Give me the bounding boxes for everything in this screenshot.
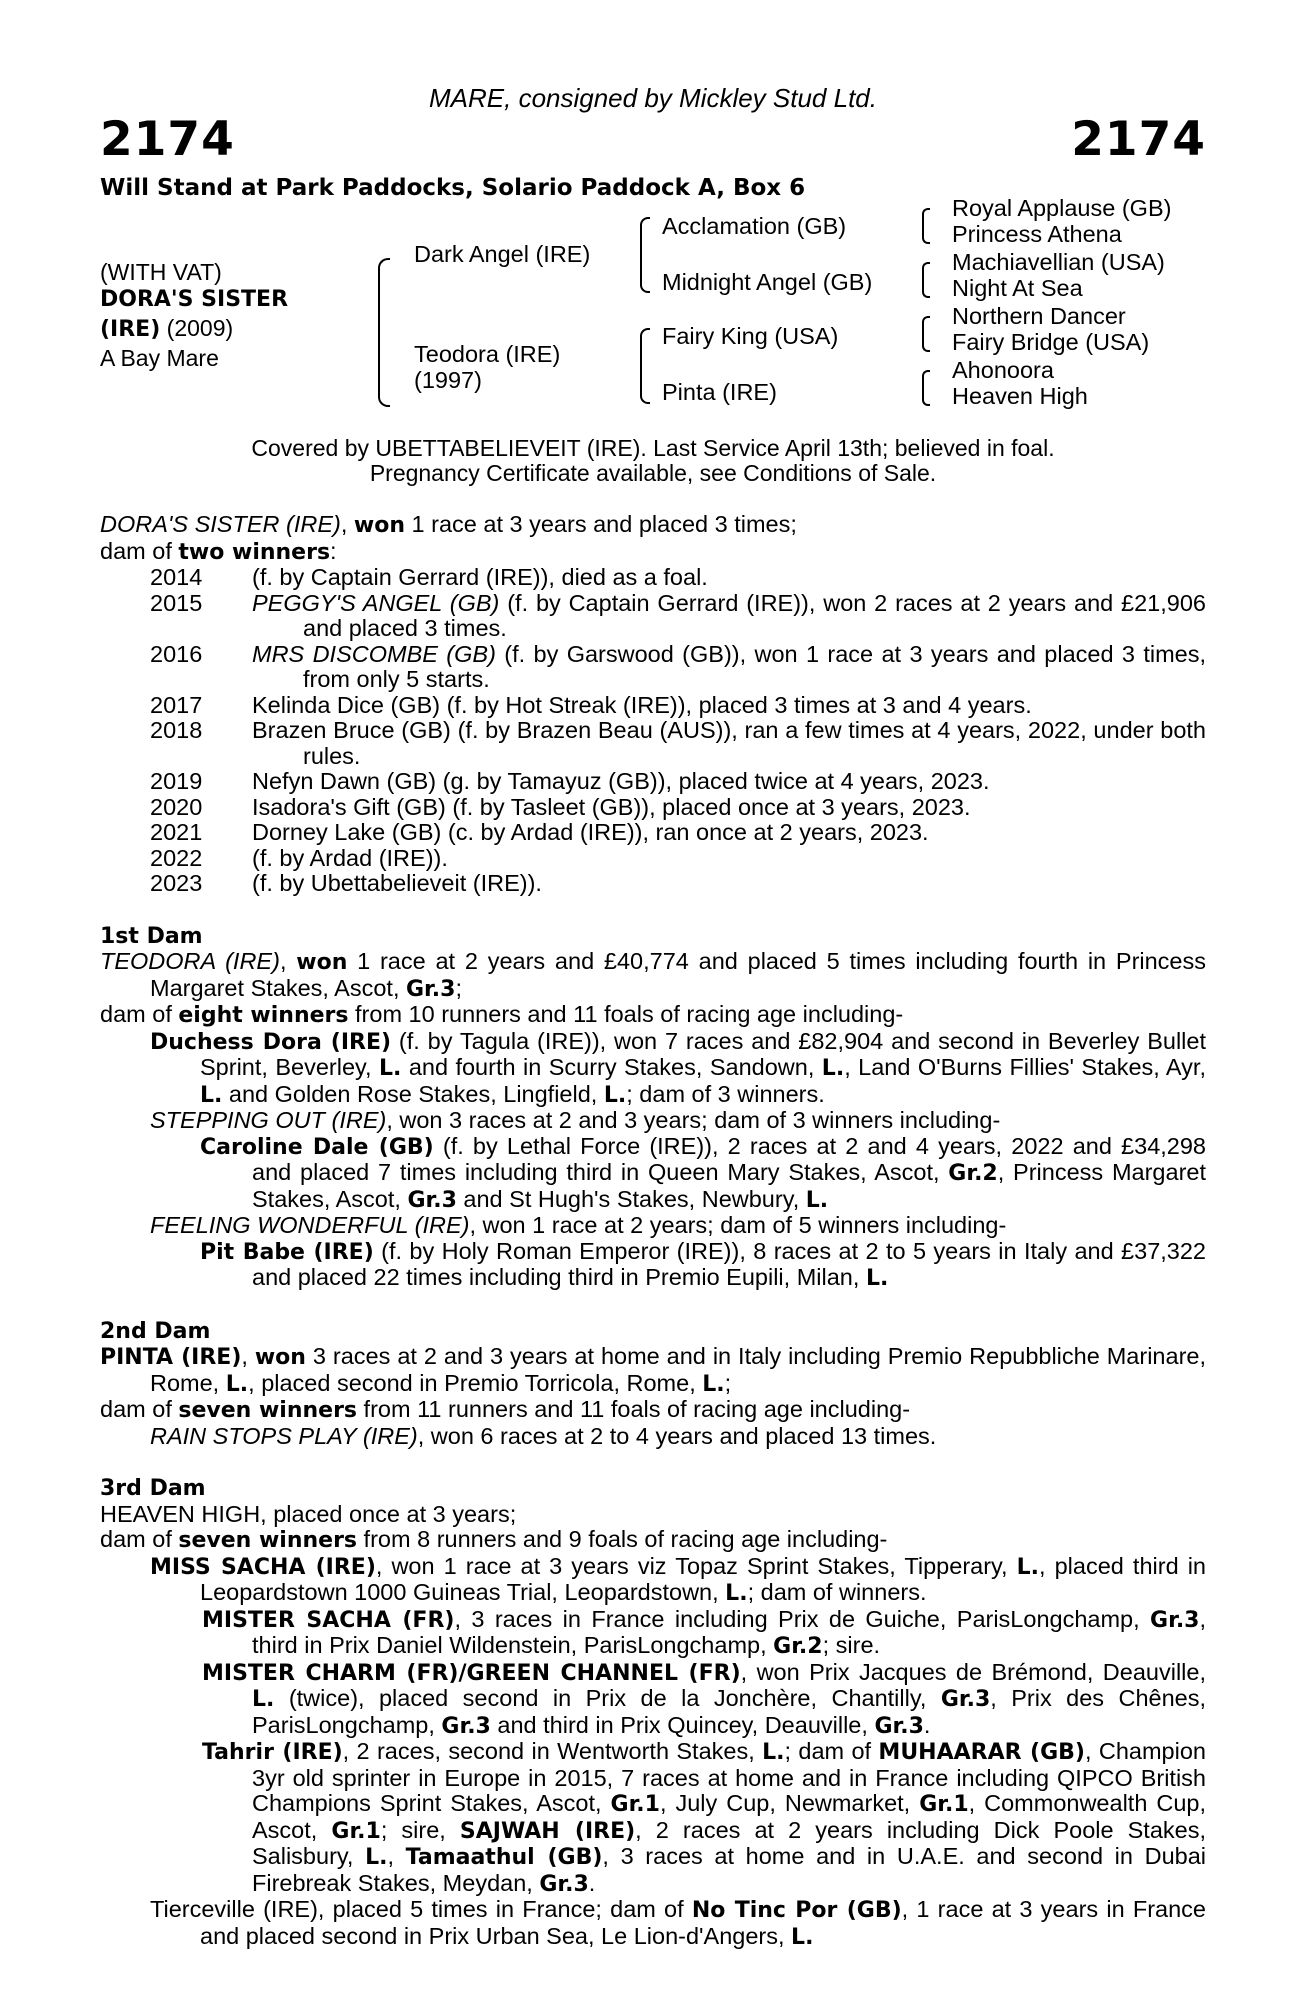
- brace-gen4-4: [922, 370, 930, 406]
- listed-badge: L.: [865, 1266, 889, 1291]
- produce-intro: DORA'S SISTER (IRE), won 1 race at 3 years and placed 3 times;: [100, 511, 797, 538]
- produce-mister-charm: MISTER CHARM (FR)/GREEN CHANNEL (FR), won Prix Jacques de Brémond, Deauville, L. (twice), placed second in Prix de la Jonchère, Chantilly, Gr.3, Prix des Chênes, ParisLongchamp, Gr.3 and third in Prix Quincey, Deauville, Gr.3.: [202, 1658, 1206, 1739]
- record-text: ; sire,: [380, 1816, 460, 1843]
- pedigree-gen4-5: Northern Dancer: [952, 303, 1126, 329]
- group-badge: Gr.3: [539, 1871, 589, 1897]
- produce-entry: [252, 565, 1206, 591]
- dam-of-colon: :: [330, 537, 337, 564]
- pedigree-gen4-7: Ahonoora: [952, 357, 1054, 383]
- produce-entry: [252, 871, 1206, 897]
- record-text: , won 3 races at 2 and 3 years; dam of 3 winners including-: [386, 1107, 1001, 1133]
- produce-damof: [100, 539, 1206, 566]
- record-text: and Golden Rose Stakes, Lingfield,: [222, 1080, 604, 1107]
- produce-year-row: [100, 871, 1206, 897]
- brace-gen4-2: [922, 262, 930, 298]
- produce-name: MISTER CHARM (FR)/GREEN CHANNEL (FR): [202, 1660, 741, 1686]
- third-dam-section: [100, 1476, 1206, 1950]
- first-dam-heading: 1st Dam: [100, 923, 203, 949]
- record-text: , Commonwealth Cup, Ascot,: [252, 1790, 1206, 1843]
- produce-text: Nefyn Dawn (GB) (g. by Tamayuz (GB)), placed twice at 4 years, 2023.: [252, 768, 990, 794]
- produce-name: MUHAARAR (GB): [878, 1740, 1085, 1765]
- listed-badge: L.: [762, 1740, 785, 1765]
- record-text: ; sire.: [822, 1632, 881, 1658]
- pedigree-gen4-3: Machiavellian (USA): [952, 249, 1165, 275]
- record-text: , 2 races, second in Wentworth Stakes,: [342, 1738, 763, 1764]
- pedigree-gen3-3: Fairy King (USA): [662, 323, 839, 349]
- listed-badge: L.: [603, 1082, 627, 1108]
- produce-name: MISS SACHA (IRE): [150, 1554, 376, 1580]
- produce-mister-sacha: [100, 1607, 1206, 1660]
- produce-text: Brazen Bruce (GB) (f. by Brazen Beau (AUS)), ran a few times at 4 years, 2022, under both rules.: [252, 717, 1206, 769]
- record-text: (f. by Lethal Force (IRE)), 2 races at 2 and 4 years, 2022 and £34,298 and placed 7 times including third in Queen Mary Stakes, Ascot,: [252, 1132, 1207, 1185]
- won-label: won: [296, 950, 348, 975]
- group-badge: Gr.3: [407, 1187, 457, 1213]
- group-badge: Gr.1: [919, 1792, 969, 1817]
- group-badge: Gr.1: [610, 1792, 660, 1817]
- produce-name: No Tinc Por (GB): [691, 1898, 902, 1923]
- pedigree-gen3-2: Midnight Angel (GB): [662, 269, 873, 295]
- catalogue-body: [100, 512, 1206, 1950]
- produce-year-row: [100, 820, 1206, 846]
- produce-entry: [252, 642, 1206, 693]
- second-dam-heading: 2nd Dam: [100, 1318, 211, 1344]
- record-text: , Princess Margaret Stakes, Ascot,: [252, 1159, 1206, 1212]
- first-dam-section: [100, 924, 1206, 1292]
- record-text: (f. by Holy Roman Emperor (IRE)), 8 races at 2 to 5 years in Italy and £37,322 and placed 22 times including third in Premio Eupili, Milan,: [252, 1237, 1206, 1290]
- produce-entry: [252, 846, 1206, 872]
- record-text: , won 1 race at 2 years; dam of 5 winners including-: [469, 1212, 1007, 1238]
- horse-country: (IRE): [100, 317, 161, 342]
- dam-of-label: dam of: [100, 1001, 179, 1027]
- dam-of-label: dam of: [100, 1526, 179, 1552]
- produce-text: (f. by Captain Gerrard (IRE)), died as a foal.: [252, 564, 708, 590]
- produce-name: Caroline Dale (GB): [200, 1134, 434, 1160]
- produce-year-row: [100, 718, 1206, 769]
- listed-badge: L.: [805, 1187, 829, 1213]
- lot-number-right: 2174: [1071, 112, 1206, 167]
- listed-badge: L.: [1016, 1554, 1040, 1580]
- produce-entry: [252, 795, 1206, 821]
- record-text: from 10 runners and 11 foals of racing age including-: [348, 1001, 904, 1027]
- produce-year-row: [100, 795, 1206, 821]
- produce-miss-sacha: [100, 1554, 1206, 1607]
- record-text: ; dam of 3 winners.: [626, 1080, 825, 1107]
- produce-year: 2017: [150, 691, 203, 718]
- winners-count: seven winners: [178, 1398, 358, 1423]
- record-text: , placed second in Premio Torricola, Rome,: [248, 1369, 703, 1396]
- horse-identity: [100, 258, 288, 372]
- pedigree-gen4-8: Heaven High: [952, 383, 1088, 409]
- group-badge: Gr.3: [874, 1713, 924, 1739]
- produce-name: PEGGY'S ANGEL (GB): [252, 589, 500, 616]
- record-text: , 2 races at 2 years including Dick Poole Stakes, Salisbury,: [252, 1816, 1207, 1869]
- first-dam-damof: [100, 1002, 1206, 1029]
- produce-year-row: [100, 565, 1206, 591]
- produce-year: 2019: [150, 768, 203, 794]
- produce-entry: [252, 693, 1206, 719]
- horse-name-line2: [100, 314, 288, 344]
- pedigree-gen4-6: Fairy Bridge (USA): [952, 329, 1150, 355]
- produce-text: (f. by Ardad (IRE)).: [252, 844, 448, 871]
- produce-year: 2021: [150, 819, 203, 845]
- horse-year: (2009): [160, 315, 234, 341]
- produce-entry: [252, 718, 1206, 769]
- listed-badge: L.: [379, 1056, 402, 1081]
- produce-text: (f. by Captain Gerrard (IRE)), won 2 races at 2 years and £21,906 and placed 3 times.: [303, 589, 1206, 641]
- horse-description: A Bay Mare: [100, 345, 219, 371]
- third-dam-damof: [100, 1527, 1206, 1554]
- listed-badge: L.: [365, 1845, 388, 1870]
- first-dam-record: TEODORA (IRE), won 1 race at 2 years and £40,774 and placed 5 times including fourth in Princess Margaret Stakes, Ascot, Gr.3;: [100, 948, 1207, 1002]
- third-dam-record: HEAVEN HIGH, placed once at 3 years;: [100, 1500, 517, 1527]
- consignor-line: MARE, consigned by Mickley Stud Ltd.: [429, 83, 877, 113]
- listed-badge: L.: [200, 1082, 223, 1108]
- record-text: ; dam of winners.: [747, 1579, 927, 1605]
- produce-feeling-wonderful: [100, 1213, 1206, 1239]
- listed-badge: L.: [725, 1581, 748, 1606]
- brace-gen4-1: [922, 208, 930, 244]
- pedigree-table: [100, 195, 1206, 425]
- produce-name: Tahrir (IRE): [202, 1740, 343, 1765]
- record-text: , 1 race at 3 years in France and placed second in Prix Urban Sea, Le Lion-d'Angers,: [200, 1896, 1206, 1949]
- covered-line-2: Pregnancy Certificate available, see Conditions of Sale.: [369, 460, 937, 486]
- vat-note: (WITH VAT): [100, 259, 222, 285]
- pedigree-gen4-4: Night At Sea: [952, 275, 1083, 301]
- produce-duchess-dora: [100, 1029, 1206, 1109]
- record-text: , Prix des Chênes, ParisLongchamp,: [252, 1685, 1206, 1738]
- record-text: , Champion 3yr old sprinter in Europe in 2015, 7 races at home and in France including QIPCO British Champions Sprint Stakes, Ascot,: [252, 1738, 1206, 1816]
- group-badge: Gr.2: [948, 1161, 998, 1186]
- winners-count: two winners: [178, 539, 331, 565]
- produce-year-row: [100, 769, 1206, 795]
- record-text: , 3 races in France including Prix de Guiche, ParisLongchamp,: [454, 1605, 1151, 1632]
- produce-text: Kelinda Dice (GB) (f. by Hot Streak (IRE)), placed 3 times at 3 and 4 years.: [252, 691, 1032, 718]
- produce-name: RAIN STOPS PLAY (IRE): [150, 1422, 418, 1449]
- produce-pit-babe: [100, 1239, 1206, 1292]
- produce-text: (f. by Ubettabelieveit (IRE)).: [252, 870, 542, 896]
- covered-note: [100, 436, 1206, 486]
- produce-year-row: [100, 642, 1206, 693]
- record-text: , placed third in Leopardstown 1000 Guineas Trial, Leopardstown,: [200, 1552, 1206, 1605]
- winners-count: seven winners: [178, 1528, 358, 1553]
- pedigree-gen4-2: Princess Athena: [952, 221, 1122, 247]
- produce-year: 2020: [150, 793, 203, 820]
- group-badge: Gr.3: [406, 976, 456, 1002]
- record-text: , won 1 race at 3 years viz Topaz Sprint Stakes, Tipperary,: [375, 1552, 1017, 1579]
- produce-name: Tamaathul (GB): [405, 1845, 603, 1870]
- first-dam-name: TEODORA (IRE): [100, 948, 280, 974]
- record-text: ; dam of: [784, 1738, 879, 1764]
- record-text: 1 race at 2 years and £40,774 and placed 5 times including fourth in Princess Margaret Stakes, Ascot,: [150, 948, 1207, 1001]
- winners-count: eight winners: [178, 1003, 349, 1028]
- group-badge: Gr.1: [331, 1818, 381, 1844]
- horse-name: DORA'S SISTER: [100, 287, 289, 312]
- produce-year: 2014: [150, 564, 203, 590]
- covered-line-1: Covered by UBETTABELIEVEIT (IRE). Last Service April 13th; believed in foal.: [251, 435, 1055, 461]
- produce-rain-stops-play: [100, 1424, 1206, 1450]
- brace-gen2: [378, 258, 390, 407]
- produce-name: MRS DISCOMBE (GB): [252, 640, 496, 667]
- group-badge: Gr.2: [773, 1634, 823, 1659]
- produce-year-row: [100, 693, 1206, 719]
- brace-gen3-dam: [640, 328, 650, 404]
- produce-name: STEPPING OUT (IRE): [150, 1107, 387, 1133]
- dam-of-label: dam of: [100, 1396, 179, 1422]
- produce-name: Duchess Dora (IRE): [150, 1029, 392, 1055]
- produce-year: 2023: [150, 870, 203, 896]
- record-text: , July Cup, Newmarket,: [659, 1790, 920, 1816]
- second-dam-damof: [100, 1397, 1206, 1424]
- third-dam-heading: 3rd Dam: [100, 1476, 206, 1501]
- produce-year: 2018: [150, 717, 203, 743]
- listed-badge: L.: [252, 1687, 275, 1712]
- record-text: and fourth in Scurry Stakes, Sandown,: [401, 1054, 822, 1080]
- brace-gen4-3: [922, 316, 930, 352]
- produce-caroline-dale: [100, 1134, 1206, 1214]
- second-dam-record: PINTA (IRE), won 3 races at 2 and 3 years at home and in Italy including Premio Repubbliche Marinare, Rome, L., placed second in Premio Torricola, Rome, L.;: [100, 1343, 1206, 1397]
- produce-year: 2016: [150, 640, 203, 667]
- produce-text: (f. by Garswood (GB)), won 1 race at 3 years and placed 3 times, from only 5 starts.: [303, 640, 1206, 692]
- produce-tierceville: [100, 1897, 1206, 1950]
- produce-year-list: [100, 565, 1206, 897]
- group-badge: Gr.3: [441, 1713, 491, 1739]
- lot-number-left: 2174: [100, 112, 235, 167]
- produce-year: 2015: [150, 589, 203, 616]
- produce-year-row: [100, 846, 1206, 872]
- record-text: and St Hugh's Stakes, Newbury,: [456, 1185, 806, 1212]
- record-text: , third in Prix Daniel Wildenstein, ParisLongchamp,: [252, 1605, 1207, 1658]
- produce-year-row: [100, 591, 1206, 642]
- produce-name: MISTER SACHA (FR): [202, 1607, 455, 1633]
- listed-badge: L.: [821, 1056, 845, 1081]
- produce-name: SAJWAH (IRE): [459, 1818, 636, 1844]
- produce-name: FEELING WONDERFUL (IRE): [150, 1212, 470, 1238]
- produce-record: [100, 512, 1206, 897]
- record-text: from 8 runners and 9 foals of racing age including-: [357, 1526, 888, 1552]
- record-text: ,: [387, 1843, 406, 1869]
- record-text: , won 6 races at 2 to 4 years and placed 13 times.: [417, 1422, 937, 1449]
- pedigree-sire: Dark Angel (IRE): [414, 241, 591, 267]
- pedigree-gen3-1: Acclamation (GB): [662, 213, 847, 239]
- record-text: ;: [455, 974, 462, 1001]
- dam-of-label: dam of: [100, 537, 179, 564]
- produce-name: Pit Babe (IRE): [200, 1239, 374, 1265]
- produce-text: Dorney Lake (GB) (c. by Ardad (IRE)), ran once at 2 years, 2023.: [252, 819, 929, 845]
- produce-entry: [252, 820, 1206, 846]
- group-badge: Gr.3: [940, 1687, 991, 1712]
- record-text: (twice), placed second in Prix de la Jonchère, Chantilly,: [274, 1685, 941, 1711]
- produce-year: 2022: [150, 844, 203, 871]
- record-text: 3 races at 2 and 3 years at home and in Italy including Premio Repubbliche Marinare, Rome,: [150, 1343, 1206, 1396]
- record-text: Tierceville (IRE), placed 5 times in France; dam of: [150, 1896, 692, 1922]
- second-dam-name: PINTA (IRE): [100, 1345, 242, 1370]
- produce-text: Isadora's Gift (GB) (f. by Tasleet (GB)), placed once at 3 years, 2023.: [252, 793, 971, 820]
- pedigree-dam: Teodora (IRE): [414, 341, 561, 367]
- produce-entry: [252, 769, 1206, 795]
- produce-entry: [252, 591, 1206, 642]
- record-text: from 11 runners and 11 foals of racing age including-: [357, 1396, 911, 1422]
- record-text: , Land O'Burns Fillies' Stakes, Ayr,: [844, 1054, 1206, 1080]
- stand-location: Will Stand at Park Paddocks, Solario Paddock A, Box 6: [100, 175, 806, 201]
- brace-gen3-sire: [640, 217, 650, 293]
- listed-badge: L.: [791, 1924, 814, 1950]
- second-dam-section: [100, 1319, 1206, 1450]
- horse-name-italic: DORA'S SISTER (IRE): [100, 511, 341, 537]
- record-text: , 3 races at home and in U.A.E. and second in Dubai Firebreak Stakes, Meydan,: [252, 1843, 1207, 1896]
- produce-intro-text: 1 race at 3 years and placed 3 times;: [405, 511, 797, 537]
- listed-badge: L.: [225, 1371, 249, 1397]
- group-badge: Gr.3: [1150, 1607, 1200, 1633]
- pedigree-gen3-4: Pinta (IRE): [662, 379, 777, 405]
- record-text: (f. by Tagula (IRE)), won 7 races and £82,904 and second in Beverley Bullet Sprint, Beverley,: [200, 1027, 1206, 1080]
- won-label: won: [254, 1345, 306, 1370]
- won-label: won: [353, 513, 405, 538]
- listed-badge: L.: [702, 1371, 725, 1397]
- produce-tahrir: Tahrir (IRE), 2 races, second in Wentworth Stakes, L.; dam of MUHAARAR (GB), Champion 3yr old sprinter in Europe in 2015, 7 races at home and in France including QIPCO British Champions Sprint Stakes, Ascot, Gr.1, July Cup, Newmarket, Gr.1, Commonwealth Cup, Ascot, Gr.1; sire, SAJWAH (IRE), 2 races at 2 years including Dick Poole Stakes, Salisbury, L., Tamaathul (GB), 3 races at home and in U.A.E. and second in Dubai Firebreak Stakes, Meydan, Gr.3.: [202, 1738, 1207, 1897]
- pedigree-gen4-1: Royal Applause (GB): [952, 195, 1172, 221]
- record-text: , won Prix Jacques de Brémond, Deauville,: [740, 1658, 1206, 1685]
- pedigree-dam-year: (1997): [414, 367, 482, 393]
- produce-stepping-out: [100, 1108, 1206, 1134]
- record-text: and third in Prix Quincey, Deauville,: [490, 1711, 875, 1738]
